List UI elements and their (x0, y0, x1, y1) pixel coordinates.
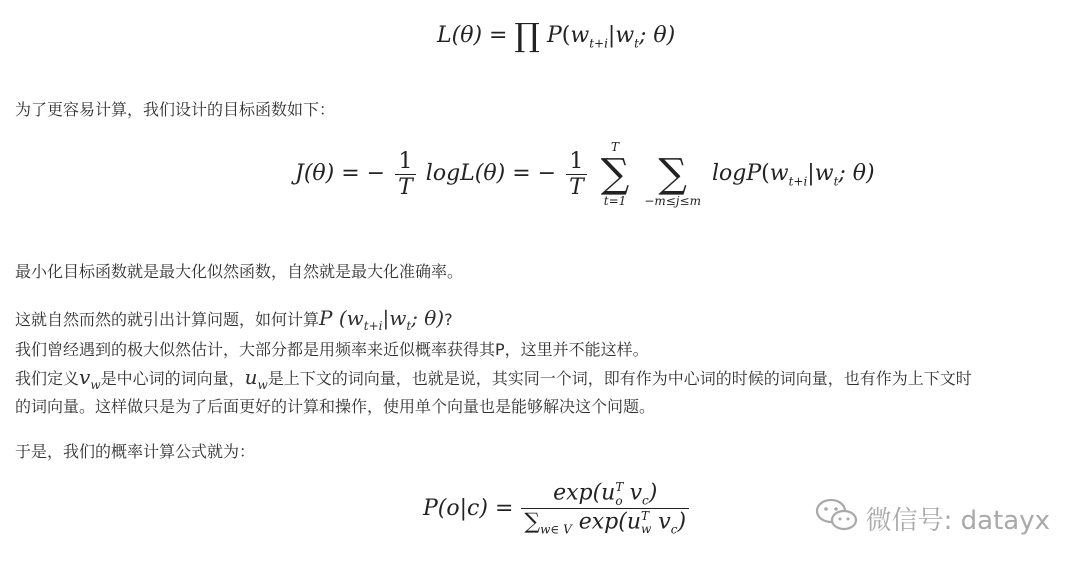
softmax-fraction (521, 480, 689, 536)
w-sub-3: t+i (788, 174, 808, 189)
sum-lower-limit: t=1 (603, 194, 627, 208)
equals-minus-2: = − (512, 161, 557, 186)
softmax-equation (423, 480, 692, 536)
sum-symbol: ∑ (600, 151, 630, 197)
inline-u-w: $u_w$ (244, 365, 268, 392)
fraction-denominator: T (398, 174, 413, 200)
equals-minus: = − (341, 161, 386, 186)
likelihood-lhs: L(θ) (437, 23, 483, 48)
sum-upper-limit: T (611, 140, 620, 154)
equals-sign: = (489, 23, 508, 48)
softmax-denominator: $\sum_{w\in V}$ $\exp(u^T_w$ $v_c$) (524, 508, 687, 537)
inline-v-w: $v_w$ (79, 365, 101, 392)
wechat-icon (814, 496, 860, 541)
w-sub-4: t (833, 174, 839, 189)
fraction-denominator-2: T (569, 174, 584, 200)
objective-intro-text: 为了更容易计算，我们设计的目标函数如下： (15, 100, 336, 119)
theta-term-2: ; θ) (838, 161, 875, 186)
watermark-text: 微信号: datayx (865, 506, 1050, 536)
sum-symbol-2: ∑ (658, 151, 687, 197)
probability-p: P (546, 23, 562, 48)
likelihood-equation: L(θ) = ∏ $P(w_{t+i}|w_t$; θ) (437, 16, 676, 54)
mle-text: 我们曾经遇到的极大似然估计，大部分都是用频率来近似概率获得其P，这里并不能这样。 (15, 340, 649, 359)
definition-line: 我们定义$v_w$是中心词的词向量，$u_w$是上下文的词向量，也就是说，其实同一个词，即有作为中心词的时候的词向量，也有作为上下文时 (15, 365, 972, 392)
w-term: w (570, 23, 590, 48)
fraction-1-over-t-2 (566, 149, 587, 200)
given-bar: | (607, 23, 616, 48)
question-mark: ? (444, 310, 453, 329)
w-sub-2: t (634, 36, 639, 51)
objective-equation: J(θ) = − $\frac{1}{T}$ logL(θ) = − $\frac{1}{T}$ T ∑ t=1 ∑ −m≤j≤m $\log P(w_{t+i}|w_t$; θ) (295, 140, 875, 208)
softmax-numerator: $\exp(u^T_o$ $v_c$) (521, 480, 689, 509)
question-line (15, 305, 453, 340)
definition-continued: 的词向量。这样做只是为了后面更好的计算和操作，使用单个向量也是能够解决这个问题。 (15, 397, 656, 416)
sum-lower-limit-2: −m≤j≤m (644, 194, 701, 208)
w-sub: t+i (589, 36, 608, 51)
inline-probability: P ($w_{t+i}|w_t$; θ) (319, 306, 445, 333)
fraction-numerator: 1 (395, 149, 416, 175)
theta-term: ; θ) (639, 23, 676, 48)
log-likelihood: logL(θ) (425, 161, 506, 186)
w-term-2: w (615, 23, 635, 48)
formula-intro-text: 于是，我们的概率计算公式就为： (15, 442, 256, 461)
product-symbol: ∏ (514, 16, 540, 54)
objective-lhs: J(θ) (295, 161, 335, 186)
sum-over-j (644, 140, 701, 208)
fraction-numerator-2: 1 (566, 149, 587, 175)
softmax-lhs: P(o|c) = (423, 495, 514, 521)
fraction-1-over-t (395, 149, 416, 200)
question-text: 这就自然而然的就引出计算问题，如何计算 (15, 310, 320, 329)
log-p: logP (711, 161, 762, 186)
sum-over-t (601, 140, 630, 208)
wechat-watermark (814, 496, 1050, 541)
minimize-text: 最小化目标函数就是最大化似然函数，自然就是最大化准确率。 (15, 262, 464, 281)
